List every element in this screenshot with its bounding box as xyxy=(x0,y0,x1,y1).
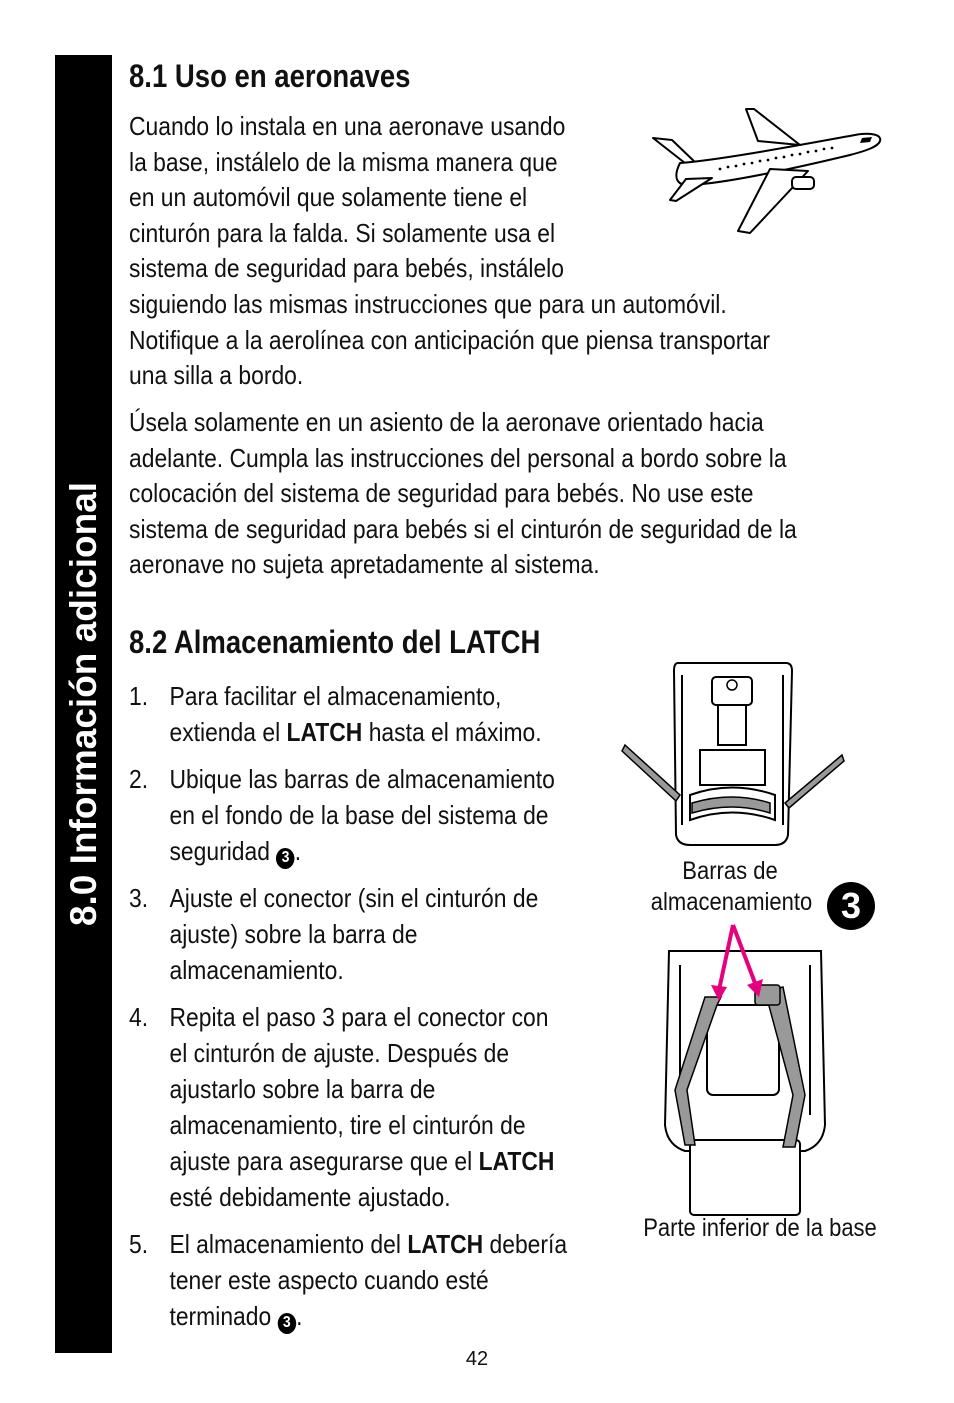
text-line: una silla a bordo. xyxy=(129,360,304,391)
section-1-paragraph-2 xyxy=(129,405,886,583)
text-line: Cuando lo instala en una aeronave usando xyxy=(129,111,566,141)
text-line: sistema de seguridad para bebés si el cinturón de seguridad de la xyxy=(129,513,797,544)
list-item: 1. Para facilitar el almacenamiento, extienda el LATCH hasta el máximo. xyxy=(129,681,542,747)
steps-list xyxy=(129,678,629,1345)
figure-caption-bottom: Parte inferior de la base xyxy=(643,1214,877,1242)
section-sidebar xyxy=(55,55,112,1353)
section-2-heading: 8.2 Almacenamiento del LATCH xyxy=(129,624,541,660)
list-item: 3. Ajuste el conector (sin el cinturón de ajuste) sobre la barra de almacenamiento. xyxy=(129,883,539,985)
text-line: adelante. Cumpla las instrucciones del personal a bordo sobre la xyxy=(129,442,787,473)
text-line: Úsela solamente en un asiento de la aeronave orientado hacia xyxy=(129,407,764,437)
list-item: 4. Repita el paso 3 para el conector con el cinturón de ajuste. Después de ajustarlo sobre la barra de almacenamiento, tire el cinturón de ajuste para asegurarse que el LATCH esté debidamente ajustado. xyxy=(129,1002,555,1212)
airplane-icon xyxy=(650,105,885,240)
sidebar-title: 8.0 Información adicional xyxy=(62,481,104,927)
text-line: la base, instálelo de la misma manera que xyxy=(129,146,558,177)
page-number: 42 xyxy=(465,1348,489,1370)
text-line: Notifique a la aerolínea con anticipación que piensa transportar xyxy=(129,324,771,355)
seat-base-top-illustration xyxy=(620,655,845,855)
figure-3-badge: 3 xyxy=(827,882,875,930)
list-item: 5. El almacenamiento del LATCH debería tener este aspecto cuando esté terminado 3 . xyxy=(129,1226,569,1334)
text-line: aeronave no sujeta apretadamente al sistema. xyxy=(129,549,600,580)
seat-base-bottom-illustration xyxy=(655,915,835,1220)
text-line: colocación del sistema de seguridad para bebés. No use este xyxy=(129,478,754,509)
text-line: cinturón para la falda. Si solamente usa el xyxy=(129,217,556,248)
text-line: sistema de seguridad para bebés, instálelo xyxy=(129,253,564,284)
figure-3-badge: 3 xyxy=(276,848,294,869)
section-1-heading: 8.1 Uso en aeronaves xyxy=(129,58,411,94)
list-item: 2. Ubique las barras de almacenamiento en el fondo de la base del sistema de seguridad 3 . xyxy=(129,761,569,869)
text-line: en un automóvil que solamente tiene el xyxy=(129,182,528,213)
figure-3-badge: 3 xyxy=(278,1313,296,1334)
text-line: siguiendo las mismas instrucciones que para un automóvil. xyxy=(129,288,727,319)
figure-caption-top: Barras de almacenamiento xyxy=(650,857,813,916)
